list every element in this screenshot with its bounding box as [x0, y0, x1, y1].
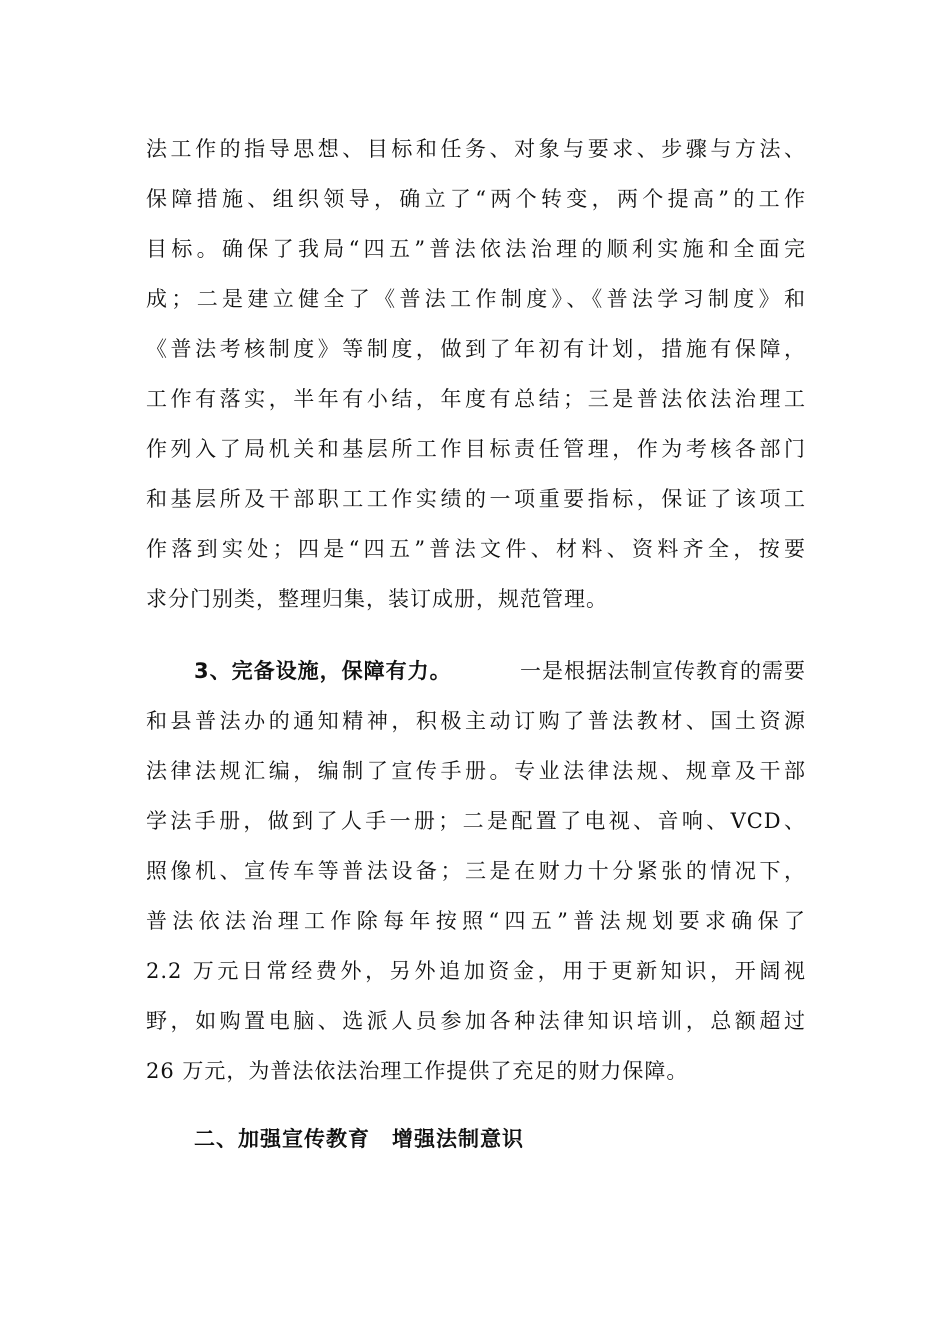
text-line: 26 万元，为普法依法治理工作提供了充足的财力保障。 — [146, 1059, 689, 1083]
paragraph-2-first-line — [194, 656, 806, 686]
text-line: 作落到实处；四是“四五”普法文件、材料、资料齐全，按要 — [146, 537, 806, 561]
text-line: 野，如购置电脑、选派人员参加各种法律知识培训，总额超过 — [146, 1009, 806, 1033]
text-line: 法工作的指导思想、目标和任务、对象与要求、步骤与方法、 — [146, 137, 806, 161]
paragraph-2-first-line-text: 一是根据法制宣传教育的需要 — [520, 659, 806, 683]
text-line: 《普法考核制度》等制度，做到了年初有计划，措施有保障， — [146, 337, 806, 361]
text-line: 普法依法治理工作除每年按照“四五”普法规划要求确保了 — [146, 909, 806, 933]
paragraph-2-bold-lead: 3、完备设施，保障有力。 — [194, 659, 452, 683]
text-line: 和基层所及干部职工工作实绩的一项重要指标，保证了该项工 — [146, 487, 806, 511]
text-line: 作列入了局机关和基层所工作目标责任管理，作为考核各部门 — [146, 437, 806, 461]
text-line: 工作有落实，半年有小结，年度有总结；三是普法依法治理工 — [146, 387, 806, 411]
text-line: 求分门别类，整理归集，装订成册，规范管理。 — [146, 587, 608, 611]
text-line: 目标。确保了我局“四五”普法依法治理的顺利实施和全面完 — [146, 237, 806, 261]
text-line: 学法手册，做到了人手一册；二是配置了电视、音响、VCD、 — [146, 809, 806, 833]
text-line: 成；二是建立健全了《普法工作制度》、《普法学习制度》和 — [146, 287, 806, 311]
text-line: 照像机、宣传车等普法设备；三是在财力十分紧张的情况下， — [146, 859, 806, 883]
text-line: 2.2 万元日常经费外，另外追加资金，用于更新知识，开阔视 — [146, 959, 806, 983]
text-line: 和县普法办的通知精神，积极主动订购了普法教材、国土资源 — [146, 709, 806, 733]
text-line: 保障措施、组织领导，确立了“两个转变，两个提高”的工作 — [146, 187, 806, 211]
section-heading: 二、加强宣传教育 增强法制意识 — [194, 1127, 524, 1151]
text-line: 法律法规汇编，编制了宣传手册。专业法律法规、规章及干部 — [146, 759, 806, 783]
